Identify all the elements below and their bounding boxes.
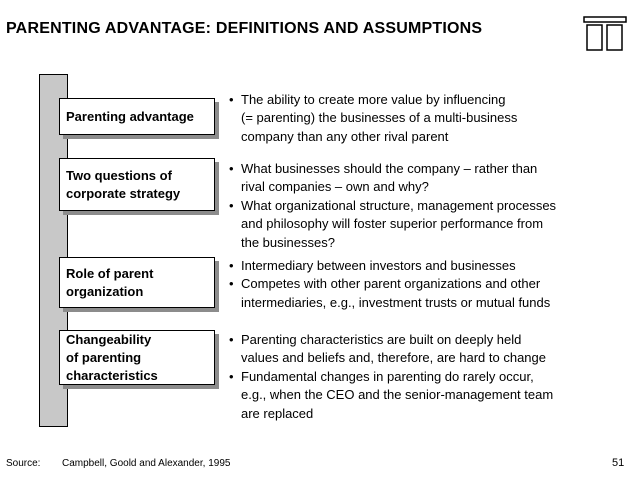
bullet-item xyxy=(229,331,609,368)
bullet-item xyxy=(229,275,609,312)
row-bullets xyxy=(229,91,609,146)
bullet-item xyxy=(229,368,609,423)
bullet-item xyxy=(229,91,609,146)
bullet-text: The ability to create more value by influencing (= parenting) the businesses of a multi-business company than any other rival parent xyxy=(241,92,518,144)
page-number: 51 xyxy=(612,457,625,469)
row-label-box xyxy=(59,98,215,135)
bullet-text: Parenting characteristics are built on deeply held values and beliefs and, therefore, are hard to change xyxy=(241,332,546,366)
bullet-text: What businesses should the company – rather than rival companies – own and why? xyxy=(241,161,538,195)
bullet-item xyxy=(229,160,609,197)
row-label: Parenting advantage xyxy=(66,108,194,124)
row-label: Role of parent organization xyxy=(66,265,154,299)
row-label: Changeability of parenting characteristics xyxy=(66,331,158,383)
row-label-box xyxy=(59,330,215,385)
bullet-dot: • xyxy=(229,276,234,292)
brand-logo xyxy=(583,16,627,52)
row-bullets xyxy=(229,160,609,252)
bullet-dot: • xyxy=(229,161,234,176)
bullet-text: Competes with other parent organizations and other intermediaries, e.g., investment trusts or mutual funds xyxy=(241,276,551,310)
bullet-dot: • xyxy=(229,258,234,273)
bullet-item xyxy=(229,197,609,252)
bullet-dot: • xyxy=(229,368,234,384)
source-text: Campbell, Goold and Alexander, 1995 xyxy=(62,458,231,469)
bullet-dot: • xyxy=(229,92,234,107)
row-label: Two questions of corporate strategy xyxy=(66,167,181,201)
row-label-box xyxy=(59,257,215,308)
row-bullets xyxy=(229,257,609,312)
bullet-dot: • xyxy=(229,332,234,347)
bullet-item xyxy=(229,257,609,275)
bullet-text: What organizational structure, management processes and philosophy will foster superior performance from the businesses? xyxy=(241,197,557,250)
bullet-text: Fundamental changes in parenting do rarely occur, e.g., when the CEO and the senior-management team are replaced xyxy=(241,368,554,421)
source-label: Source: xyxy=(6,458,41,469)
bullet-dot: • xyxy=(229,197,234,213)
row-label-box xyxy=(59,158,215,211)
slide-title: PARENTING ADVANTAGE: DEFINITIONS AND ASSUMPTIONS xyxy=(6,20,483,37)
bullet-text: Intermediary between investors and businesses xyxy=(241,258,516,273)
row-bullets xyxy=(229,331,609,423)
